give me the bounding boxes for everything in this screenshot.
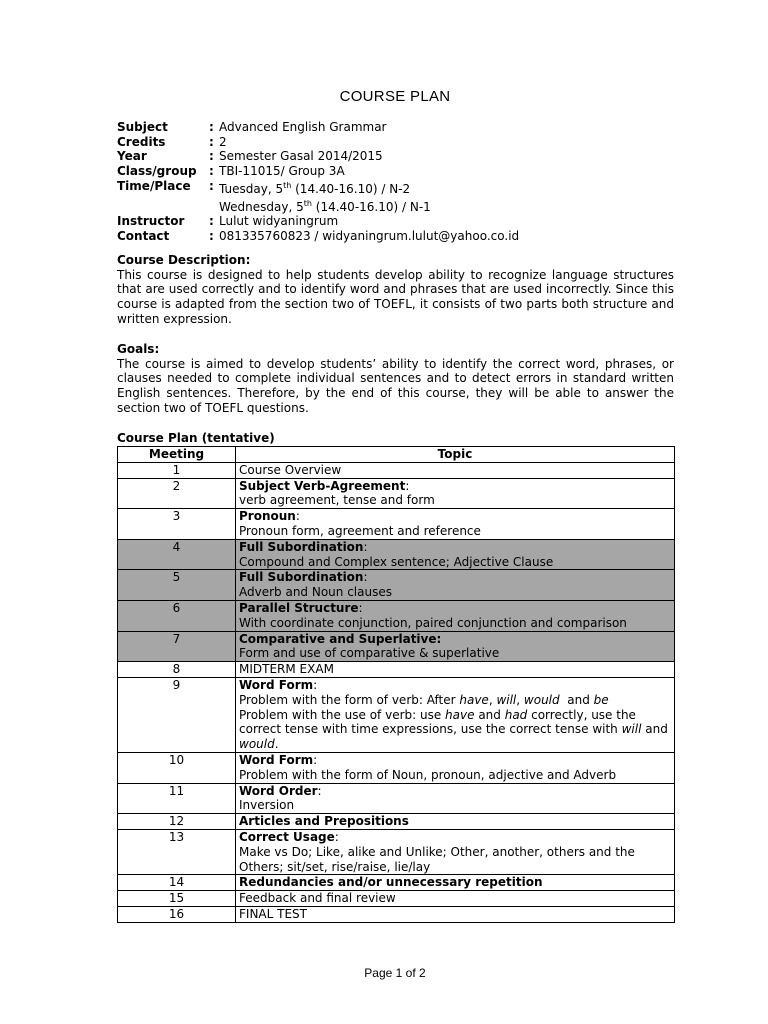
table-row bbox=[118, 478, 675, 509]
info-value bbox=[219, 197, 677, 215]
topic-title-line bbox=[239, 601, 671, 616]
table-row bbox=[118, 570, 675, 601]
topic-colon: : bbox=[295, 509, 300, 524]
topic-colon: : bbox=[334, 829, 339, 844]
info-label: Time/Place bbox=[117, 178, 191, 193]
table-row bbox=[118, 783, 675, 814]
info-label: Instructor bbox=[117, 214, 185, 229]
info-value-text: (14.40-16.10) / N-2 bbox=[291, 181, 411, 196]
course-description-heading: Course Description: bbox=[117, 253, 251, 267]
topic-text-segment: would bbox=[523, 692, 560, 707]
topic-title-line bbox=[239, 784, 671, 799]
topic-title: MIDTERM EXAM bbox=[239, 662, 334, 677]
table-row bbox=[118, 509, 675, 540]
info-row bbox=[117, 179, 677, 197]
topic-cell bbox=[236, 906, 675, 922]
info-label: Contact bbox=[117, 228, 170, 243]
topic-text-segment: Problem with the form of verb: After bbox=[239, 692, 460, 707]
topic-description: Inversion bbox=[239, 798, 295, 813]
info-colon: : bbox=[209, 149, 214, 164]
topic-cell bbox=[236, 875, 675, 891]
topic-title: Pronoun bbox=[239, 509, 296, 524]
topic-title: Feedback and final review bbox=[239, 891, 396, 906]
table-row bbox=[118, 539, 675, 570]
course-description-text: This course is designed to help students develop ability to recognize language structures that are used correctly and to identify word and phrases that are used incorrectly. Since this course is adapted from the section two of TOEFL, it consists of two parts both structure and written expression. bbox=[117, 267, 674, 326]
topic-description: Pronoun form, agreement and reference bbox=[239, 523, 481, 538]
topic-cell bbox=[236, 509, 675, 540]
topic-cell bbox=[236, 570, 675, 601]
topic-text-segment: correctly, use the correct tense with time expressions, use the correct tense with bbox=[239, 707, 640, 737]
info-row bbox=[117, 135, 677, 150]
info-value: TBI-11015/ Group 3A bbox=[219, 164, 345, 179]
table-row bbox=[118, 906, 675, 922]
topic-description bbox=[239, 693, 671, 708]
topic-description: Adverb and Noun clauses bbox=[239, 585, 392, 600]
topic-title-line bbox=[239, 662, 671, 677]
topic-title-line bbox=[239, 907, 671, 922]
info-row bbox=[117, 164, 677, 179]
topic-description: verb agreement, tense and form bbox=[239, 493, 435, 508]
meeting-column-header: Meeting bbox=[118, 447, 236, 463]
topic-column-header: Topic bbox=[236, 447, 675, 463]
topic-colon: : bbox=[363, 539, 368, 554]
topic-cell bbox=[236, 752, 675, 783]
topic-cell bbox=[236, 814, 675, 830]
meeting-number: 8 bbox=[118, 662, 236, 678]
table-row bbox=[118, 662, 675, 678]
topic-colon: : bbox=[405, 478, 410, 493]
topic-cell bbox=[236, 478, 675, 509]
meeting-number: 14 bbox=[118, 875, 236, 891]
topic-description bbox=[239, 708, 671, 752]
page-number: Page 1 of 2 bbox=[364, 966, 426, 980]
topic-title: Word Order bbox=[239, 783, 318, 798]
topic-cell bbox=[236, 662, 675, 678]
info-value: 2 bbox=[219, 134, 227, 149]
table-header-row bbox=[118, 447, 675, 463]
meeting-number: 4 bbox=[118, 539, 236, 570]
ordinal-suffix: th bbox=[283, 180, 292, 190]
topic-text-segment: . bbox=[274, 737, 279, 752]
topic-cell bbox=[236, 783, 675, 814]
topic-description: With coordinate conjunction, paired conjunction and comparison bbox=[239, 615, 627, 630]
topic-title: Comparative and Superlative: bbox=[239, 631, 442, 646]
course-plan-heading: Course Plan (tentative) bbox=[117, 431, 275, 445]
goals-section bbox=[117, 342, 674, 416]
topic-title-line bbox=[239, 632, 671, 647]
info-value: Advanced English Grammar bbox=[219, 120, 387, 134]
table-row bbox=[118, 631, 675, 662]
topic-title: Full Subordination bbox=[239, 539, 364, 554]
meeting-number: 2 bbox=[118, 478, 236, 509]
topic-title-line bbox=[239, 814, 671, 829]
topic-cell bbox=[236, 829, 675, 874]
course-info bbox=[117, 120, 677, 244]
topic-title: Word Form bbox=[239, 752, 314, 767]
table-row bbox=[118, 829, 675, 874]
topic-cell bbox=[236, 631, 675, 662]
meeting-number: 1 bbox=[118, 462, 236, 478]
topic-text-segment: , bbox=[516, 692, 524, 707]
topic-title-line bbox=[239, 678, 671, 693]
topic-description: Problem with the form of Noun, pronoun, adjective and Adverb bbox=[239, 767, 617, 782]
topic-title: FINAL TEST bbox=[239, 906, 307, 921]
topic-text-segment: Problem with the use of verb: use bbox=[239, 707, 446, 722]
info-label: Year bbox=[117, 149, 147, 164]
topic-text-segment: have bbox=[445, 707, 475, 722]
topic-title-line bbox=[239, 463, 671, 478]
meeting-number: 6 bbox=[118, 600, 236, 631]
info-row bbox=[117, 229, 677, 244]
course-plan-table bbox=[117, 446, 675, 923]
info-colon: : bbox=[209, 134, 214, 149]
meeting-number: 13 bbox=[118, 829, 236, 874]
topic-title: Parallel Structure bbox=[239, 600, 359, 615]
goals-text: The course is aimed to develop students’ ability to identify the correct word, phrases, or clauses needed to complete individual sentences and to detect errors in standard written English sentences. Therefore, by the end of this course, they will be able to answer the section two of TOEFL questions. bbox=[117, 356, 674, 415]
topic-colon: : bbox=[358, 600, 363, 615]
table-row bbox=[118, 600, 675, 631]
meeting-number: 10 bbox=[118, 752, 236, 783]
topic-text-segment: , bbox=[488, 692, 497, 707]
topic-title-line bbox=[239, 891, 671, 906]
topic-text-segment: would bbox=[239, 737, 275, 752]
document-title: COURSE PLAN bbox=[339, 88, 451, 105]
course-plan-heading-block bbox=[117, 431, 674, 446]
topic-title: Word Form bbox=[239, 677, 314, 692]
topic-title-line bbox=[239, 540, 671, 555]
topic-cell bbox=[236, 462, 675, 478]
topic-text-segment: be bbox=[593, 692, 609, 707]
meeting-number: 3 bbox=[118, 509, 236, 540]
info-colon: : bbox=[209, 214, 214, 229]
topic-title: Redundancies and/or unnecessary repetition bbox=[239, 875, 543, 890]
info-value-text: Wednesday, 5 bbox=[219, 199, 304, 214]
topic-text-segment: and bbox=[641, 722, 672, 737]
info-label: Subject bbox=[117, 120, 168, 134]
meeting-number: 11 bbox=[118, 783, 236, 814]
topic-title: Subject Verb-Agreement bbox=[239, 478, 406, 493]
table-row bbox=[118, 814, 675, 830]
info-colon: : bbox=[209, 178, 214, 193]
topic-cell bbox=[236, 677, 675, 752]
info-label bbox=[117, 197, 209, 215]
topic-title: Full Subordination bbox=[239, 570, 364, 585]
table-row bbox=[118, 891, 675, 907]
topic-title-line bbox=[239, 479, 671, 494]
topic-title-line bbox=[239, 753, 671, 768]
info-label: Class/group bbox=[117, 164, 197, 179]
topic-text-segment: and bbox=[559, 692, 594, 707]
topic-cell bbox=[236, 891, 675, 907]
info-colon: : bbox=[209, 164, 214, 179]
topic-title-line bbox=[239, 875, 671, 890]
info-row bbox=[117, 120, 677, 135]
topic-cell bbox=[236, 600, 675, 631]
meeting-number: 7 bbox=[118, 631, 236, 662]
meeting-number: 15 bbox=[118, 891, 236, 907]
table-row bbox=[118, 875, 675, 891]
info-value: Semester Gasal 2014/2015 bbox=[219, 149, 383, 164]
topic-title-line bbox=[239, 570, 671, 585]
meeting-number: 5 bbox=[118, 570, 236, 601]
info-colon bbox=[209, 197, 219, 215]
table-row bbox=[118, 462, 675, 478]
info-label: Credits bbox=[117, 134, 166, 149]
goals-heading: Goals: bbox=[117, 342, 160, 356]
info-value-text: (14.40-16.10) / N-1 bbox=[311, 199, 431, 214]
meeting-number: 16 bbox=[118, 906, 236, 922]
info-colon: : bbox=[209, 228, 214, 243]
info-row bbox=[117, 197, 677, 215]
table-row bbox=[118, 677, 675, 752]
topic-text-segment: will bbox=[621, 722, 642, 737]
topic-text-segment: and bbox=[474, 707, 505, 722]
info-value bbox=[219, 179, 677, 197]
info-value: 081335760823 / widyaningrum.lulut@yahoo.co.id bbox=[219, 228, 520, 243]
topic-title: Course Overview bbox=[239, 462, 342, 477]
topic-colon: : bbox=[313, 752, 318, 767]
course-description-section bbox=[117, 253, 674, 327]
info-row bbox=[117, 149, 677, 164]
info-value-text: Tuesday, 5 bbox=[219, 181, 284, 196]
meeting-number: 12 bbox=[118, 814, 236, 830]
topic-title: Correct Usage bbox=[239, 829, 335, 844]
info-row bbox=[117, 214, 677, 229]
topic-cell bbox=[236, 539, 675, 570]
info-value: Lulut widyaningrum bbox=[219, 214, 339, 229]
topic-title: Articles and Prepositions bbox=[239, 814, 409, 829]
topic-colon: : bbox=[363, 570, 368, 585]
topic-description: Compound and Complex sentence; Adjective Clause bbox=[239, 554, 554, 569]
topic-description: Make vs Do; Like, alike and Unlike; Other, another, others and the Others; sit/set, rise/raise, lie/lay bbox=[239, 844, 635, 874]
topic-text-segment: have bbox=[459, 692, 489, 707]
table-row bbox=[118, 752, 675, 783]
topic-title-line bbox=[239, 830, 671, 845]
info-colon: : bbox=[209, 120, 214, 134]
topic-colon: : bbox=[317, 783, 322, 798]
topic-description: Form and use of comparative & superlative bbox=[239, 646, 500, 661]
topic-colon: : bbox=[313, 677, 318, 692]
meeting-number: 9 bbox=[118, 677, 236, 752]
topic-text-segment: will bbox=[496, 692, 517, 707]
topic-text-segment: had bbox=[504, 707, 528, 722]
ordinal-suffix: th bbox=[303, 198, 312, 208]
topic-title-line bbox=[239, 509, 671, 524]
